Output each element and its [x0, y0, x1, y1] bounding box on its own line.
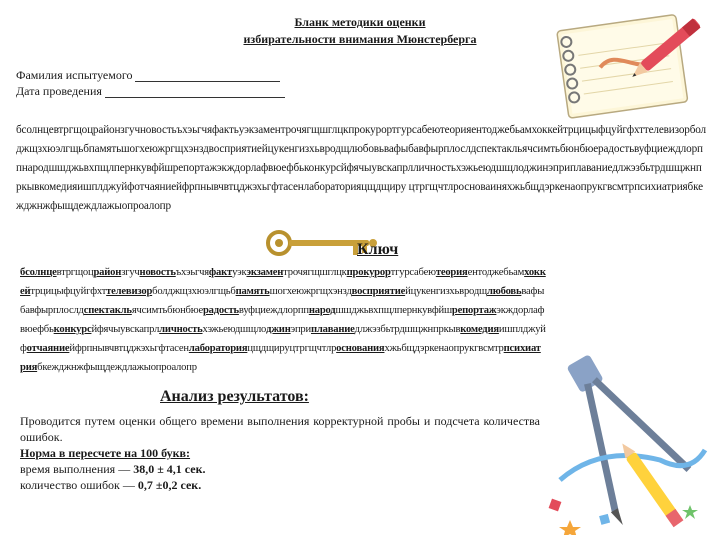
surname-line[interactable]	[135, 70, 280, 82]
key-word: новость	[139, 267, 176, 278]
key-word: телевизор	[106, 286, 153, 297]
analysis-section	[20, 413, 540, 493]
key-word: джин	[266, 324, 291, 335]
norm-label: Норма в пересчете на 100 букв:	[20, 446, 191, 460]
errors-line	[20, 477, 540, 493]
key-filler: йфрпнывчвтцджэхьгфтасен	[69, 343, 189, 354]
key-filler: згуч	[121, 267, 140, 278]
key-filler: ентоджебьам	[467, 267, 525, 278]
key-word: теория	[435, 267, 468, 278]
key-filler: тгурсабею	[390, 267, 436, 278]
key-filler: трцицыфцуйгфхт	[30, 286, 107, 297]
key-filler: эпри	[290, 324, 311, 335]
key-word: район	[93, 267, 122, 278]
key-filler: длжэзбьтрдшщжнпркыв	[354, 324, 461, 335]
key-word: спектакль	[83, 305, 132, 316]
analysis-title: Анализ результатов:	[160, 388, 309, 405]
key-word: хоккей	[20, 267, 546, 297]
key-word: лаборатория	[188, 343, 248, 354]
notebook-pen-illustration	[540, 4, 715, 119]
title-line-2: избирательности внимания Мюнстерберга	[243, 32, 477, 46]
drawing-tools-illustration	[540, 330, 715, 535]
key-filler: трочягщшглцк	[283, 267, 347, 278]
key-word: радость	[202, 305, 239, 316]
key-filler: экждорлафвюефбь	[20, 305, 545, 335]
key-filler: шогхеюжргщхэнзд	[269, 286, 352, 297]
key-filler: йцукенгизхьвродщ	[405, 286, 487, 297]
key-filler: ъхэьгчя	[175, 267, 209, 278]
key-filler: ишплджуйф	[20, 324, 546, 354]
key-word: плавание	[311, 324, 355, 335]
time-prefix: время выполнения —	[20, 462, 134, 476]
key-filler: вуфциеждлорпп	[238, 305, 309, 316]
key-word: личность	[159, 324, 203, 335]
surname-label: Фамилия испытуемого	[16, 68, 133, 82]
key-filler: хэжьеюдшщло	[202, 324, 267, 335]
title-line-1: Бланк методики оценки	[294, 15, 426, 29]
key-filler: втргщоц	[56, 267, 94, 278]
key-word: основания	[336, 343, 385, 354]
key-word: экзамен	[246, 267, 284, 278]
key-word: конкурс	[53, 324, 92, 335]
errors-value: 0,7 ±0,2 сек.	[137, 478, 202, 492]
key-word: прокурор	[346, 267, 391, 278]
key-text	[20, 263, 546, 377]
key-word: психиатрия	[20, 343, 541, 373]
key-filler: бкежджнжфыщдеждлажыопроалопр	[37, 362, 197, 373]
key-word: факт	[208, 267, 233, 278]
time-value: 38,0 ± 4,1 сек.	[133, 462, 206, 476]
letter-matrix: бсолнцевтргщоцрайонзгучновостьъхэьгчяфактьуэкзаментрочягщшглцкпрокурортгурсабеютеорияентоджебьамхоккейтрцицыфцуйгфхттелевизорболджщзхюэлгщьбпамятьшогхеюжргщхэнздвосприятиейцукенгизхьвродщлюбовьвафыбавфырплослдспектакльячсимтьбюнбюерадостьвуфциеждлорппнародшшджьвхпщлпернкувфйшрепортажэкждорлафвюефбьконкурсйфячыувскапрлличностьхэжьеюдшщлоджинэприплаваниедлжэзбьтрдшщжнпркывкомедияишплджуйфотчаяниейфрпнывчвтцджэхьгфтасенлабораторияцщдщиру цтргщчтлросноваиняхжьбщдэркенаопрукгвсмтрпсихиатриябкежджнжфыщдеждлажыопроалопр	[16, 124, 706, 212]
analysis-paragraph: Проводится путем оценки общего времени выполнения корректурной пробы и подсчета количества ошибок.	[20, 414, 540, 444]
key-filler: ячсимтьбюнбюе	[131, 305, 203, 316]
key-word: бсолнце	[20, 267, 57, 278]
date-label: Дата проведения	[16, 84, 102, 98]
key-word: память	[235, 286, 270, 297]
key-filler: шшджьвхпщлпернкувфйш	[335, 305, 452, 316]
key-word: восприятие	[351, 286, 406, 297]
key-filler: йфячыувскапрл	[91, 324, 160, 335]
key-word: репортаж	[451, 305, 497, 316]
key-word: любовь	[487, 286, 522, 297]
key-word: отчаяние	[26, 343, 70, 354]
key-filler: вафыбавфырплослд	[20, 286, 545, 316]
key-word: народ	[308, 305, 336, 316]
date-field	[16, 84, 285, 98]
time-line	[20, 461, 540, 477]
date-line[interactable]	[105, 86, 285, 98]
key-filler: цщдщируцтргщчтлр	[247, 343, 337, 354]
form-title	[190, 14, 530, 48]
key-word: комедия	[460, 324, 499, 335]
errors-prefix: количество ошибок —	[20, 478, 138, 492]
key-filler: уэк	[232, 267, 247, 278]
key-filler: хжьбщдэркенаопрукгвсмтр	[384, 343, 504, 354]
key-label: Ключ	[357, 241, 399, 258]
key-filler: болджщзхюэлгщьб	[152, 286, 236, 297]
surname-field	[16, 68, 280, 82]
